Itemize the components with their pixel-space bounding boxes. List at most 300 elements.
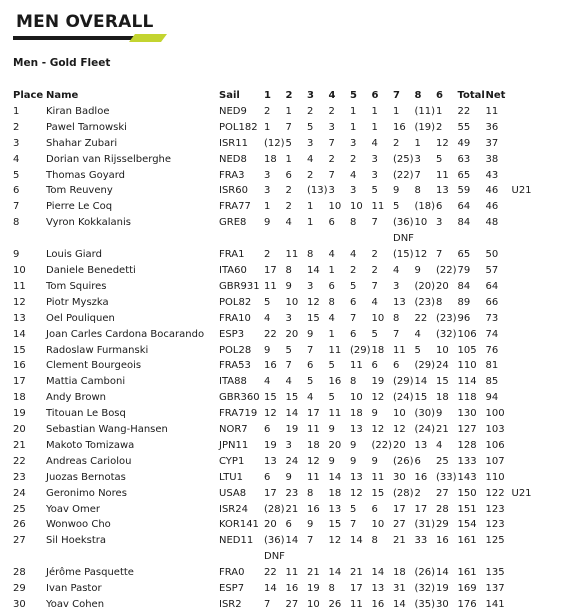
name-cell: Titouan Le Bosq [46, 408, 126, 420]
race-score-cell: 23 [285, 487, 299, 499]
note-cell [512, 406, 534, 422]
race-score-cell: 9 [371, 408, 378, 420]
place-cell: 1 [13, 105, 20, 117]
note-cell [512, 199, 534, 215]
race-score-cell: 4 [371, 137, 378, 149]
net-cell: 43 [485, 169, 499, 181]
race-score-cell: 20 [436, 280, 449, 292]
penalty-code-cell: DNF [264, 551, 285, 563]
race-score-cell: 6 [285, 169, 292, 181]
sail-cell: CYP1 [219, 455, 245, 467]
table-row [13, 470, 534, 486]
total-cell: 59 [457, 185, 471, 197]
sail-cell: ESP7 [219, 583, 245, 595]
race-score-cell: 2 [307, 169, 314, 181]
race-score-cell: 14 [264, 583, 277, 595]
sail-cell: FRA10 [219, 312, 251, 324]
race-score-cell: 11 [328, 344, 342, 356]
race-score-cell: 17 [264, 264, 277, 276]
race-score-cell: 16 [285, 583, 299, 595]
table-row [13, 168, 534, 184]
race-score-cell: (28) [264, 503, 285, 515]
race-score-cell: 3 [328, 121, 335, 133]
note-cell [512, 247, 534, 263]
table-row [13, 279, 534, 295]
column-header: 8 [414, 90, 422, 101]
race-score-cell: (26) [414, 567, 436, 579]
empty-cell [372, 549, 394, 565]
column-header: Net [485, 90, 506, 101]
place-cell: 27 [13, 535, 26, 547]
column-header: 5 [350, 90, 357, 101]
race-score-cell: 15 [307, 312, 320, 324]
race-score-cell: 14 [328, 471, 342, 483]
race-score-cell: 9 [393, 185, 400, 197]
place-cell: 16 [13, 360, 26, 372]
race-score-cell: 27 [436, 487, 449, 499]
race-score-cell: (36) [393, 217, 414, 229]
note-cell: U21 [511, 487, 532, 499]
race-score-cell: 2 [285, 185, 292, 197]
race-score-cell: 10 [414, 217, 428, 229]
name-cell: Kiran Badloe [46, 105, 110, 117]
total-cell: 161 [457, 567, 477, 579]
total-cell: 106 [457, 328, 477, 340]
place-cell: 13 [13, 312, 26, 324]
race-score-cell: 13 [393, 296, 406, 308]
race-score-cell: 1 [393, 105, 400, 117]
empty-cell [46, 231, 219, 247]
race-score-cell: 17 [350, 583, 363, 595]
column-header: 6 [436, 90, 443, 101]
race-score-cell: 7 [350, 519, 357, 531]
place-cell: 2 [13, 121, 20, 133]
total-cell: 22 [457, 105, 471, 117]
race-score-cell: 11 [436, 169, 449, 181]
column-header: Place [13, 90, 44, 101]
race-score-cell: 7 [414, 169, 421, 181]
race-score-cell: (23) [436, 312, 457, 324]
race-score-cell: 27 [393, 519, 406, 531]
race-score-cell: 15 [264, 392, 277, 404]
column-header: Name [46, 90, 79, 101]
note-cell [512, 470, 534, 486]
race-score-cell: 5 [350, 503, 357, 515]
empty-cell [13, 549, 46, 565]
sail-cell: ESP3 [219, 328, 245, 340]
race-score-cell: 20 [328, 439, 342, 451]
race-score-cell: 6 [264, 471, 271, 483]
race-score-cell: 15 [285, 392, 299, 404]
note-cell [512, 311, 534, 327]
race-score-cell: 21 [285, 503, 299, 515]
race-score-cell: 18 [328, 487, 342, 499]
empty-cell [350, 549, 372, 565]
race-score-cell: 4 [414, 328, 421, 340]
race-score-cell: 7 [328, 137, 335, 149]
race-score-cell: 12 [328, 535, 342, 547]
race-score-cell: 1 [307, 217, 314, 229]
table-header-row [13, 88, 534, 104]
race-score-cell: 6 [350, 296, 357, 308]
note-cell [512, 390, 534, 406]
sail-cell: NED11 [219, 535, 254, 547]
table-row [13, 183, 534, 199]
fleet-heading: Men - Gold Fleet [13, 57, 111, 69]
table-row [13, 295, 534, 311]
race-score-cell: 4 [371, 296, 378, 308]
net-cell: 141 [485, 599, 505, 610]
empty-cell [486, 231, 512, 247]
race-score-cell: 11 [350, 599, 363, 610]
race-score-cell: 3 [307, 280, 314, 292]
name-cell: Jérôme Pasquette [46, 567, 134, 579]
race-score-cell: 2 [436, 121, 443, 133]
name-cell: Dorian van Rijsselberghe [46, 153, 172, 165]
race-score-cell: 7 [264, 599, 271, 610]
race-score-cell: (29) [350, 344, 371, 356]
race-score-cell: (29) [414, 360, 436, 372]
table-row [13, 581, 534, 597]
name-cell: Pawel Tarnowski [46, 121, 127, 133]
total-cell: 133 [457, 455, 477, 467]
empty-cell [219, 549, 264, 565]
total-cell: 110 [457, 360, 477, 372]
empty-cell [512, 549, 534, 565]
sail-cell: ISR60 [219, 185, 248, 197]
race-score-cell: 11 [393, 344, 406, 356]
total-cell: 127 [457, 424, 477, 436]
race-score-cell: (22) [436, 264, 457, 276]
name-cell: Oel Pouliquen [46, 312, 115, 324]
race-score-cell: 7 [371, 217, 378, 229]
table-row [13, 263, 534, 279]
net-cell: 74 [485, 328, 499, 340]
race-score-cell: 10 [371, 519, 385, 531]
race-score-cell: 3 [264, 185, 271, 197]
sail-cell: JPN11 [219, 439, 249, 451]
race-score-cell: 10 [350, 201, 363, 213]
race-score-cell: 14 [436, 567, 449, 579]
race-score-cell: 1 [328, 328, 335, 340]
race-score-cell: 9 [350, 439, 357, 451]
net-cell: 106 [485, 439, 505, 451]
race-score-cell: 2 [285, 201, 292, 213]
race-score-cell: 21 [393, 535, 406, 547]
race-score-cell: 1 [285, 153, 292, 165]
race-score-cell: 2 [371, 264, 378, 276]
sail-cell: FRA77 [219, 201, 251, 213]
note-cell [512, 263, 534, 279]
table-row [13, 502, 534, 518]
note-cell [512, 295, 534, 311]
race-score-cell: 14 [328, 567, 342, 579]
race-score-cell: 3 [307, 137, 314, 149]
place-cell: 28 [13, 567, 26, 579]
place-cell: 20 [13, 424, 26, 436]
name-cell: Thomas Goyard [46, 169, 126, 181]
race-score-cell: 6 [371, 503, 378, 515]
sail-cell: ITA88 [219, 376, 247, 388]
race-score-cell: 4 [393, 264, 400, 276]
race-score-cell: 10 [328, 201, 342, 213]
race-score-cell: 15 [328, 519, 342, 531]
race-score-cell: 17 [307, 408, 320, 420]
race-score-cell: 25 [436, 455, 449, 467]
column-header: 3 [307, 90, 314, 101]
race-score-cell: 13 [328, 503, 342, 515]
column-header: Sail [219, 90, 240, 101]
column-header [512, 88, 534, 104]
table-subrow [13, 549, 534, 565]
note-cell [512, 343, 534, 359]
race-score-cell: 10 [285, 296, 299, 308]
race-score-cell: 13 [371, 583, 385, 595]
race-score-cell: 2 [307, 105, 314, 117]
race-score-cell: 30 [436, 599, 449, 610]
net-cell: 122 [485, 487, 505, 499]
empty-cell [486, 549, 512, 565]
name-cell: Makoto Tomizawa [46, 439, 135, 451]
race-score-cell: 7 [285, 121, 292, 133]
name-cell: Geronimo Nores [46, 487, 127, 499]
column-header: 2 [285, 90, 293, 101]
race-score-cell: 16 [307, 503, 320, 515]
race-score-cell: 2 [371, 249, 378, 261]
column-header: 6 [371, 90, 379, 101]
race-score-cell: 20 [264, 519, 277, 531]
race-score-cell: 19 [264, 439, 277, 451]
race-score-cell: 9 [285, 471, 292, 483]
race-score-cell: 11 [285, 567, 299, 579]
race-score-cell: 19 [371, 376, 385, 388]
race-score-cell: 12 [371, 424, 385, 436]
table-row [13, 438, 534, 454]
table-row [13, 422, 534, 438]
empty-cell [329, 549, 351, 565]
race-score-cell: 10 [350, 392, 363, 404]
place-cell: 6 [13, 185, 20, 197]
race-score-cell: 1 [328, 264, 335, 276]
race-score-cell: 12 [307, 296, 320, 308]
total-cell: 143 [457, 471, 477, 483]
race-score-cell: 13 [264, 455, 277, 467]
race-score-cell: 8 [350, 217, 357, 229]
race-score-cell: 5 [371, 185, 378, 197]
race-score-cell: 16 [414, 471, 428, 483]
table-row [13, 533, 534, 549]
penalty-code-cell: DNF [393, 233, 414, 245]
place-cell: 15 [13, 344, 26, 356]
empty-cell [436, 231, 458, 247]
net-cell: 110 [485, 471, 505, 483]
race-score-cell: (36) [264, 535, 285, 547]
results-table [13, 88, 534, 613]
total-cell: 151 [457, 503, 477, 515]
race-score-cell: 4 [328, 312, 335, 324]
race-score-cell: 5 [414, 344, 421, 356]
note-cell [512, 136, 534, 152]
race-score-cell: 1 [414, 137, 421, 149]
table-row [13, 343, 534, 359]
race-score-cell: 3 [350, 185, 357, 197]
race-score-cell: 11 [328, 408, 342, 420]
total-cell: 84 [457, 217, 471, 229]
race-score-cell: (30) [414, 408, 436, 420]
net-cell: 46 [485, 185, 499, 197]
race-score-cell: 3 [328, 185, 335, 197]
race-score-cell: 9 [350, 455, 357, 467]
race-score-cell: 1 [436, 105, 443, 117]
race-score-cell: (31) [414, 519, 436, 531]
sail-cell: ITA60 [219, 264, 247, 276]
race-score-cell: 4 [285, 217, 292, 229]
race-score-cell: 5 [307, 121, 314, 133]
note-cell [512, 454, 534, 470]
race-score-cell: (19) [414, 121, 436, 133]
note-cell [512, 215, 534, 231]
race-score-cell: 2 [414, 487, 421, 499]
place-cell: 24 [13, 487, 26, 499]
name-cell: Radoslaw Furmanski [46, 344, 149, 356]
race-score-cell: 10 [307, 599, 320, 610]
race-score-cell: 2 [350, 153, 357, 165]
race-score-cell: 16 [393, 121, 406, 133]
race-score-cell: 5 [393, 201, 400, 213]
race-score-cell: 2 [328, 105, 335, 117]
race-score-cell: (28) [393, 487, 414, 499]
note-cell [512, 327, 534, 343]
net-cell: 103 [485, 424, 505, 436]
place-cell: 8 [13, 217, 20, 229]
race-score-cell: 4 [264, 376, 271, 388]
race-score-cell: (26) [393, 455, 414, 467]
place-cell: 14 [13, 328, 26, 340]
table-row [13, 390, 534, 406]
race-score-cell: 2 [393, 137, 400, 149]
race-score-cell: 18 [264, 153, 277, 165]
empty-cell [46, 549, 219, 565]
total-cell: 169 [457, 583, 477, 595]
table-row [13, 597, 534, 613]
race-score-cell: 6 [328, 217, 335, 229]
table-row [13, 406, 534, 422]
name-cell: Andy Brown [46, 392, 107, 404]
race-score-cell: (15) [393, 249, 414, 261]
race-score-cell: 19 [436, 583, 449, 595]
race-score-cell: (13) [307, 185, 328, 197]
race-score-cell: 1 [350, 121, 357, 133]
net-cell: 107 [485, 455, 505, 467]
race-score-cell: 3 [371, 153, 378, 165]
race-score-cell: 9 [414, 264, 421, 276]
race-score-cell: 16 [328, 376, 342, 388]
race-score-cell: 9 [264, 344, 271, 356]
race-score-cell: 3 [350, 137, 357, 149]
empty-cell [264, 231, 286, 247]
net-cell: 66 [485, 296, 499, 308]
column-header: 1 [264, 90, 271, 101]
race-score-cell: 26 [328, 599, 342, 610]
race-score-cell: 6 [393, 360, 400, 372]
sail-cell: LTU1 [219, 471, 243, 483]
empty-cell [286, 549, 308, 565]
race-score-cell: 12 [307, 455, 320, 467]
race-score-cell: 9 [436, 408, 443, 420]
race-score-cell: 10 [436, 344, 449, 356]
empty-cell [219, 231, 264, 247]
race-score-cell: 2 [350, 264, 357, 276]
name-cell: Clement Bourgeois [46, 360, 142, 372]
race-score-cell: 14 [414, 376, 428, 388]
name-cell: Wonwoo Cho [46, 519, 111, 531]
net-cell: 57 [485, 264, 499, 276]
race-score-cell: 5 [436, 153, 443, 165]
sail-cell: FRA1 [219, 249, 245, 261]
race-score-cell: 7 [307, 535, 314, 547]
race-score-cell: 6 [328, 280, 335, 292]
note-cell: U21 [511, 185, 532, 197]
empty-cell [512, 231, 534, 247]
name-cell: Shahar Zubari [46, 137, 118, 149]
race-score-cell: 9 [328, 424, 335, 436]
total-cell: 79 [457, 264, 471, 276]
race-score-cell: 5 [307, 376, 314, 388]
title-underline [13, 34, 167, 42]
name-cell: Joan Carles Cardona Bocarando [46, 328, 205, 340]
place-cell: 3 [13, 137, 20, 149]
race-score-cell: 24 [436, 360, 449, 372]
race-score-cell: 8 [436, 296, 443, 308]
place-cell: 7 [13, 201, 20, 213]
race-score-cell: 22 [414, 312, 428, 324]
table-row [13, 215, 534, 231]
race-score-cell: 4 [328, 249, 335, 261]
race-score-cell: 11 [264, 280, 277, 292]
race-score-cell: 16 [371, 599, 385, 610]
note-cell [512, 168, 534, 184]
place-cell: 19 [13, 408, 26, 420]
total-cell: 89 [457, 296, 471, 308]
race-score-cell: 8 [414, 185, 421, 197]
sail-cell: GBR931 [219, 280, 260, 292]
empty-cell [393, 549, 415, 565]
race-score-cell: 17 [393, 503, 406, 515]
race-score-cell: 22 [264, 328, 277, 340]
place-cell: 30 [13, 599, 26, 610]
race-score-cell: 14 [350, 535, 363, 547]
column-header: Total [457, 90, 485, 101]
race-score-cell: 8 [328, 296, 335, 308]
sail-cell: FRA0 [219, 567, 245, 579]
race-score-cell: 7 [285, 360, 292, 372]
race-score-cell: 12 [436, 137, 449, 149]
note-cell [512, 358, 534, 374]
race-score-cell: 7 [436, 249, 443, 261]
race-score-cell: (29) [393, 376, 414, 388]
net-cell: 38 [485, 153, 499, 165]
race-score-cell: (20) [414, 280, 436, 292]
name-cell: Sebastian Wang-Hansen [46, 424, 168, 436]
total-cell: 64 [457, 201, 471, 213]
race-score-cell: 9 [307, 519, 314, 531]
race-score-cell: 7 [307, 344, 314, 356]
race-score-cell: 13 [414, 439, 428, 451]
net-cell: 123 [485, 519, 505, 531]
place-cell: 23 [13, 471, 26, 483]
name-cell: Yoav Cohen [46, 599, 105, 610]
race-score-cell: (12) [264, 137, 285, 149]
